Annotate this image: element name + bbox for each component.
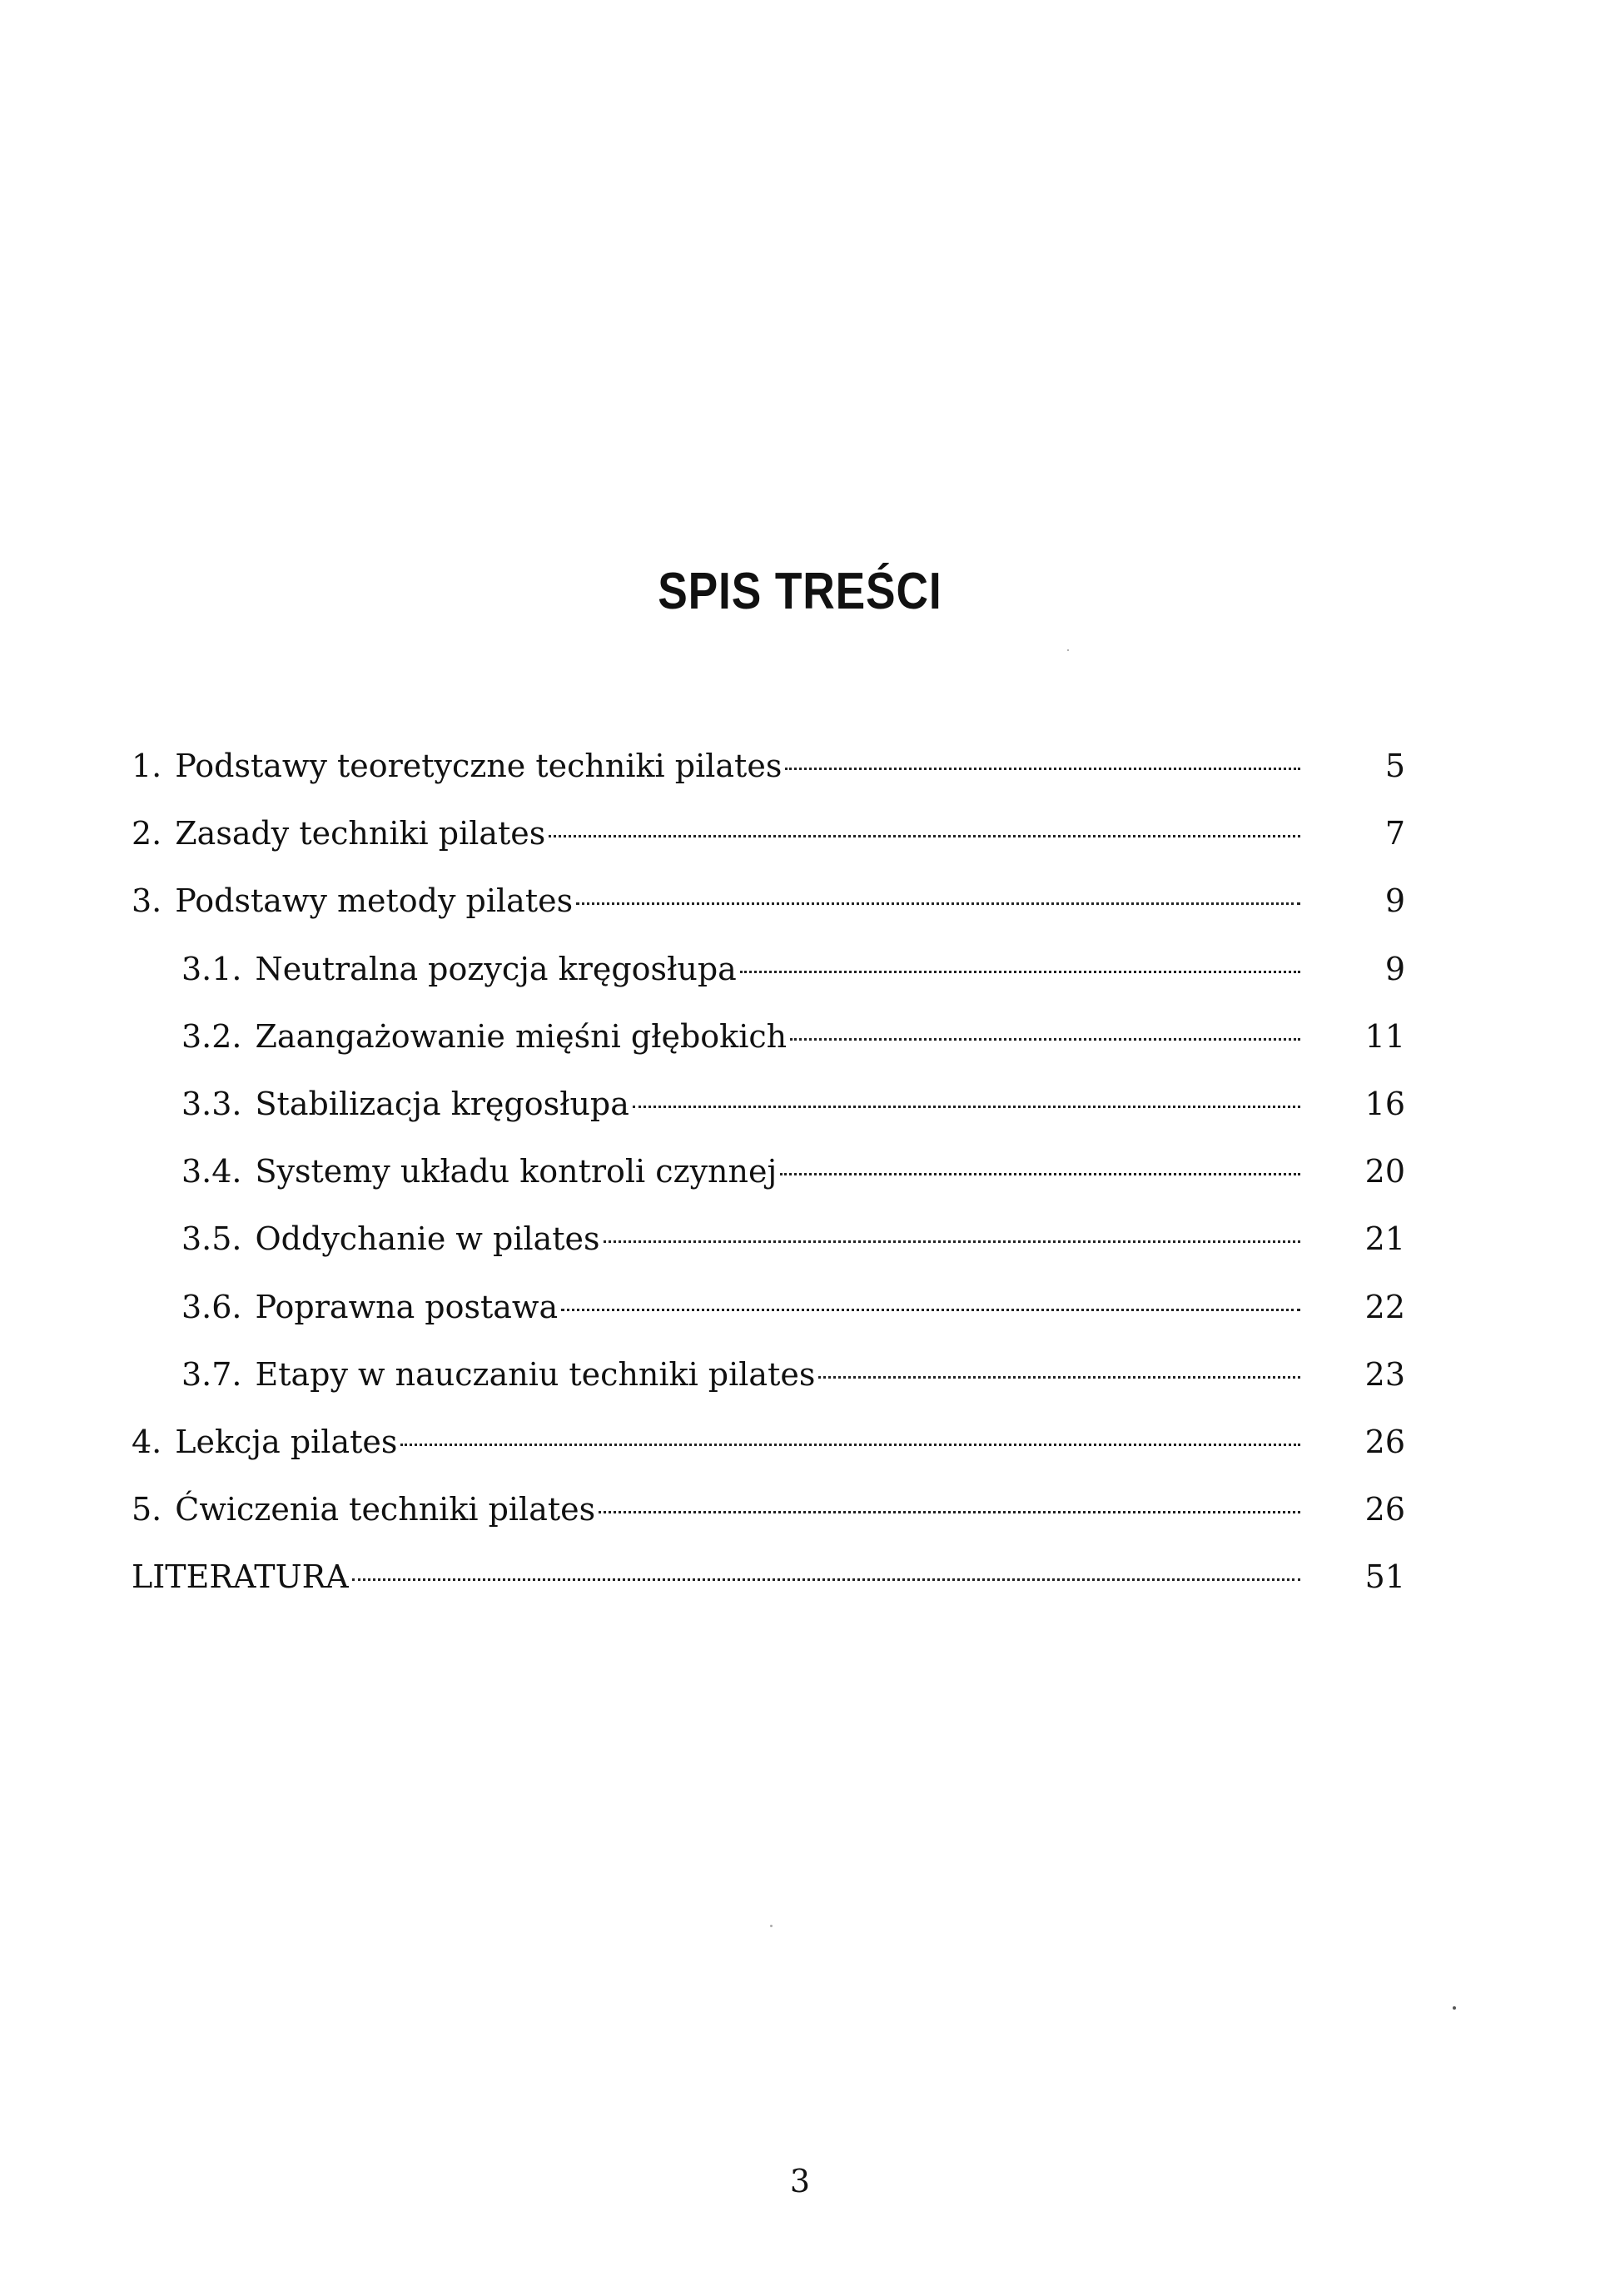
toc-entry-title: Neutralna pozycja kręgosłupa [255,950,737,987]
toc-entry-number: 3.5. [181,1220,242,1258]
toc-entry-bibliography[interactable] [132,1543,1405,1611]
toc-subentry[interactable] [132,936,1405,1003]
dot-leader [740,971,1300,973]
toc-entry-page: 22 [1364,1288,1405,1325]
toc-entry-page: 21 [1364,1220,1405,1258]
toc-entry[interactable] [132,1409,1405,1476]
toc-entry-page: 23 [1364,1355,1405,1393]
toc-entry-number: 3.2. [181,1017,242,1055]
toc-entry-title: LITERATURA [132,1558,349,1596]
toc-subentry[interactable] [132,1003,1405,1071]
toc-entry-title: Etapy w nauczaniu techniki pilates [255,1355,816,1393]
dot-leader [400,1444,1300,1446]
dot-leader [633,1106,1300,1108]
toc-entry-page: 7 [1384,815,1405,852]
toc-entry-page: 51 [1364,1558,1405,1596]
dot-leader [604,1240,1300,1243]
toc-entry-number: 3.3. [181,1085,242,1122]
toc-subentry[interactable] [132,1138,1405,1205]
dot-leader [785,768,1300,770]
toc-entry-number: 1. [132,748,162,784]
toc-subentry[interactable] [132,1274,1405,1341]
dot-leader [780,1173,1300,1175]
toc-entry-title: Ćwiczenia techniki pilates [175,1491,596,1528]
toc-entry[interactable] [132,733,1405,800]
toc-entry-number: 3.1. [181,950,242,987]
page-number: 3 [789,2163,811,2199]
dot-leader [790,1038,1300,1041]
toc-entry-page: 9 [1384,882,1405,920]
toc-entry-title: Zaangażowanie mięśni głębokich [255,1017,788,1055]
toc-subentry[interactable] [132,1071,1405,1138]
toc-entry-page: 26 [1364,1491,1405,1528]
toc-entry-title: Systemy układu kontroli czynnej [255,1153,778,1190]
toc-entry-title: Zasady techniki pilates [175,815,546,852]
toc-entry-title: Lekcja pilates [175,1423,398,1460]
toc-entry[interactable] [132,800,1405,867]
toc-entry-page: 5 [1384,748,1405,784]
page-title: SPIS TREŚCI [658,563,942,620]
toc-entry-number: 5. [132,1491,162,1528]
toc-entry-number: 3.6. [181,1288,242,1325]
dot-leader [352,1578,1300,1581]
dot-leader [561,1309,1300,1311]
toc-entry-number: 3.4. [181,1153,242,1190]
toc-entry[interactable] [132,1476,1405,1543]
dot-leader [818,1376,1300,1379]
toc-entry-number: 4. [132,1423,162,1460]
toc-entry[interactable] [132,867,1405,935]
toc-entry-page: 16 [1364,1085,1405,1122]
toc-entry-page: 26 [1364,1423,1405,1460]
scan-speck [770,1925,773,1927]
table-of-contents [132,733,1405,1611]
toc-entry-number: 3. [132,882,162,920]
toc-entry-title: Oddychanie w pilates [255,1220,600,1258]
toc-subentry[interactable] [132,1341,1405,1409]
dot-leader [599,1511,1300,1513]
scan-speck [1453,2006,1456,2010]
toc-entry-number: 2. [132,815,162,852]
toc-entry-title: Stabilizacja kręgosłupa [255,1085,629,1122]
toc-entry-title: Podstawy metody pilates [175,882,574,920]
dot-leader [549,835,1300,837]
toc-entry-title: Podstawy teoretyczne techniki pilates [175,748,783,784]
toc-entry-title: Poprawna postawa [255,1288,559,1325]
scan-speck [1067,649,1069,651]
toc-entry-number: 3.7. [181,1355,242,1393]
toc-entry-page: 20 [1364,1153,1405,1190]
dot-leader [576,902,1300,905]
toc-subentry[interactable] [132,1205,1405,1273]
toc-entry-page: 11 [1364,1017,1405,1055]
toc-entry-page: 9 [1384,950,1405,987]
